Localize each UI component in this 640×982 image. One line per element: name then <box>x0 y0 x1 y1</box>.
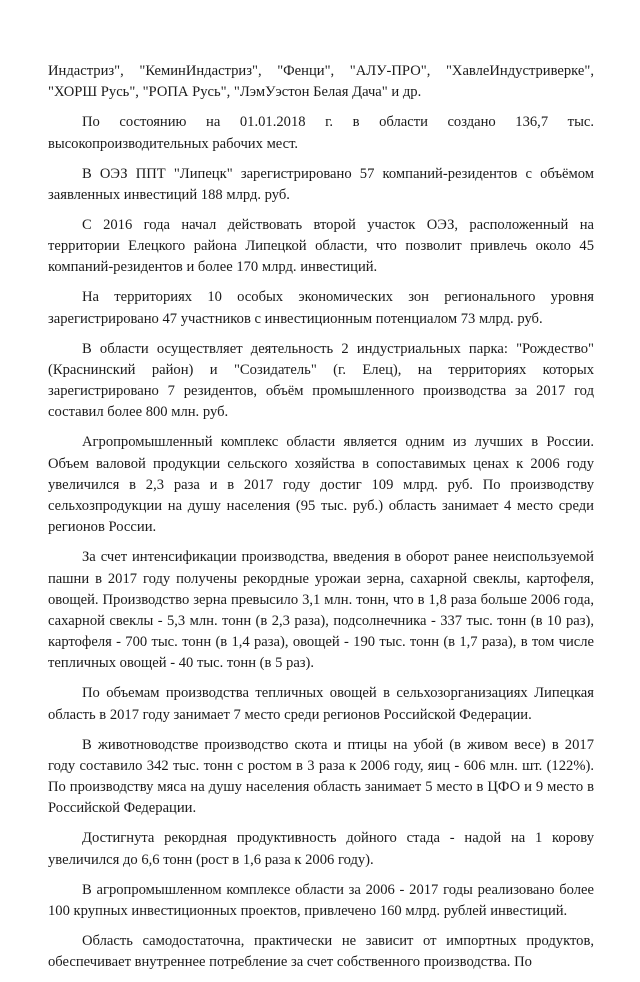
paragraph-greenhouse: По объемам производства тепличных овощей в сельхозорганизациях Липецкая область в 2017 году занимает 7 место среди регионов Российской Федерации. <box>48 685 594 723</box>
paragraph-livestock: В животноводстве производство скота и птицы на убой (в живом весе) в 2017 году составило 342 тыс. тонн с ростом в 3 раза к 2006 году, яиц - 606 млн. шт. (122%). По производству мяса на душу населения область занимает 5 место в ЦФО и 9 место в Российской Федерации. <box>48 736 594 817</box>
paragraph-regional-sez: На территориях 10 особых экономических зон регионального уровня зарегистрировано 47 участников с инвестиционным потенциалом 73 млрд. руб. <box>48 289 594 327</box>
paragraph-agro-complex: Агропромышленный комплекс области является одним из лучших в России. Объем валовой продукции сельского хозяйства в сопоставимых ценах к 2006 году увеличился в 2,3 раза и в 2017 году достиг 109 млрд. руб. По производству сельхозпродукции на душу населения (95 тыс. руб.) область занимает 4 место среди регионов России. <box>48 434 594 536</box>
paragraph-continuation: Индастриз", "КеминИндастриз", "Фенци", "АЛУ-ПРО", "ХавлеИндустриверке", "ХОРШ Русь", "РОПА Русь", "ЛэмУэстон Белая Дача" и др. <box>48 63 594 101</box>
paragraph-dairy: Достигнута рекордная продуктивность дойного стада - надой на 1 корову увеличился до 6,6 тонн (рост в 1,6 раза к 2006 году). <box>48 830 594 868</box>
paragraph-jobs: По состоянию на 01.01.2018 г. в области создано 136,7 тыс. высокопроизводительных рабочих мест. <box>48 114 594 152</box>
paragraph-sez-second-site: С 2016 года начал действовать второй участок ОЭЗ, расположенный на территории Елецкого района Липецкой области, что позволит привлечь около 45 компаний-резидентов и более 170 млрд. инвестиций. <box>48 216 594 276</box>
paragraph-sez-lipetsk: В ОЭЗ ППТ "Липецк" зарегистрировано 57 компаний-резидентов с объёмом заявленных инвестиций 188 млрд. руб. <box>48 165 594 203</box>
document-body <box>48 61 594 982</box>
paragraph-harvest: За счет интенсификации производства, введения в оборот ранее неиспользуемой пашни в 2017 году получены рекордные урожаи зерна, сахарной свеклы, картофеля, овощей. Производство зерна превысило 3,1 млн. тонн, что в 1,8 раза больше 2006 года, сахарной свеклы - 5,3 млн. тонн (в 2,3 раза), подсолнечника - 337 тыс. тонн (в 10 раз), картофеля - 700 тыс. тонн (в 1,4 раза), овощей - 190 тыс. тонн (в 1,7 раза), в том числе тепличных овощей - 40 тыс. тонн (в 5 раз). <box>48 549 594 672</box>
paragraph-self-sufficiency: Область самодостаточна, практически не зависит от импортных продуктов, обеспечивает внутреннее потребление за счет собственного производства. По <box>48 933 594 971</box>
paragraph-industrial-parks: В области осуществляет деятельность 2 индустриальных парка: "Рождество" (Краснинский район) и "Созидатель" (г. Елец), на территориях которых зарегистрировано 7 резидентов, объём промышленного производства за 2017 год составил более 800 млн. руб. <box>48 340 594 421</box>
paragraph-investment-projects: В агропромышленном комплексе области за 2006 - 2017 годы реализовано более 100 крупных инвестиционных проектов, привлечено 160 млрд. рублей инвестиций. <box>48 881 594 919</box>
